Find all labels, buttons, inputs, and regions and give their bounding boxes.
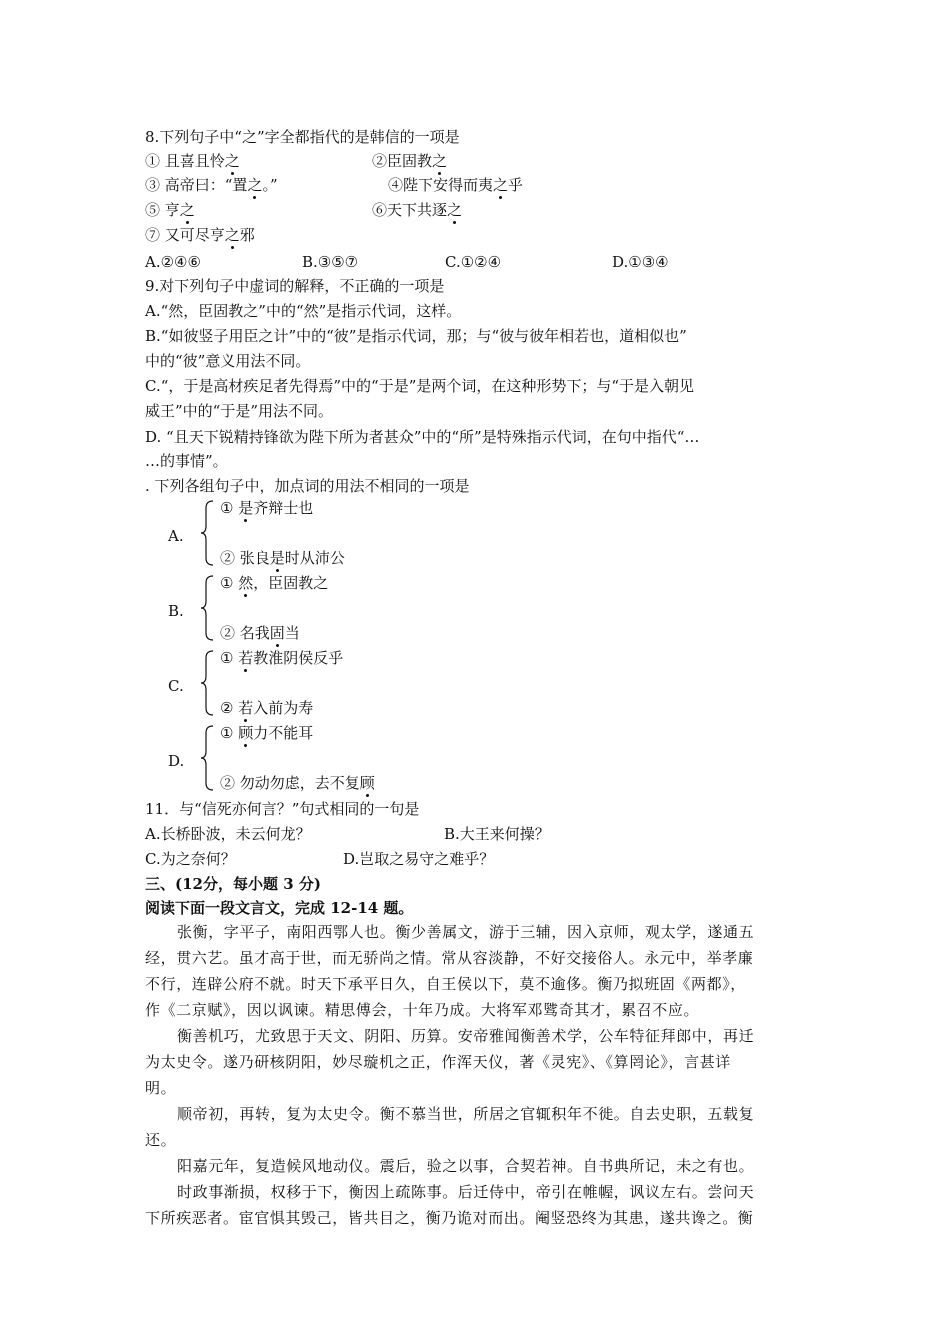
q10-group-d-sentence-2: ② 勿动勿虑，去不复顾 <box>220 774 375 792</box>
q11-option-b: B.大王来何操？ <box>444 825 550 843</box>
q8-item-5: ⑤ 亨之 <box>145 201 195 219</box>
q10-group-d-brace <box>200 725 214 791</box>
q8-option-b: B.③⑤⑦ <box>302 253 359 271</box>
q9-option-b-line2: 中的“彼”意义用法不同。 <box>145 352 311 370</box>
q9-option-d-line1: D. “且天下锐精持锋欲为陛下所为者甚众”中的“所”是特殊指示代词，在句中指代“… <box>145 428 700 446</box>
passage-p1-line2: 经，贯六艺。虽才高于世，而无骄尚之情。常从容淡静，不好交接俗人。永元中，举孝廉 <box>145 949 754 967</box>
passage-p4-line1: 阳嘉元年，复造候风地动仪。震后，验之以事，合契若神。自书典所记，未之有也。 <box>177 1157 755 1175</box>
passage-p1-line1: 张衡，字平子，南阳西鄂人也。衡少善属文，游于三辅，因入京师，观太学，遂通五 <box>177 923 755 941</box>
q10-stem: . 下列各组句子中，加点词的用法不相同的一项是 <box>145 477 470 495</box>
q10-group-c-sentence-2: ② 若入前为寿 <box>220 699 314 717</box>
q8-stem: 8.下列句子中“之”字全都指代的是韩信的一项是 <box>145 128 460 146</box>
q11-stem: 11．与“信死亦何言？”句式相同的一句是 <box>145 800 420 818</box>
q10-group-c-brace <box>200 650 214 716</box>
q10-group-a-brace <box>200 500 214 566</box>
passage-p3-line1: 顺帝初，再转，复为太史令。衡不慕当世，所居之官辄积年不徙。自去史职，五载复 <box>177 1105 755 1123</box>
q8-item-3: ③ 高帝曰：“置之。” <box>145 176 278 194</box>
q9-option-a: A.“然，臣固教之”中的“然”是指示代词，这样。 <box>145 302 462 320</box>
q10-group-b-label: B. <box>168 602 184 620</box>
passage-p5-line1: 时政事渐损，权移于下，衡因上疏陈事。后迁侍中，帝引在帷幄，讽议左右。尝问天 <box>177 1183 755 1201</box>
passage-p3-line2: 还。 <box>145 1131 177 1149</box>
q8-item-7: ⑦ 又可尽亨之邪 <box>145 226 255 244</box>
passage-p2-line2: 为太史令。遂乃研核阴阳，妙尽璇机之正，作浑天仪，著《灵宪》、《算罔论》，言甚详 <box>145 1053 731 1071</box>
q9-stem: 9.对下列句子中虚词的解释，不正确的一项是 <box>145 277 445 295</box>
q11-option-d: D.岂取之易守之难乎？ <box>343 850 495 868</box>
q8-item-4: ④陛下安得而夷之乎 <box>388 176 524 194</box>
q11-option-a: A.长桥卧波，未云何龙？ <box>145 825 311 843</box>
passage-p1-line3: 不行，连辟公府不就。时天下承平日久，自王侯以下，莫不逾侈。衡乃拟班固《两都》， <box>145 975 746 993</box>
section-3-instruction: 阅读下面一段文言文，完成 12-14 题。 <box>145 899 414 917</box>
passage-p1-line4: 作《二京赋》，因以讽谏。精思傅会，十年乃成。大将军邓骘奇其才，累召不应。 <box>145 1001 700 1019</box>
q10-group-c-label: C. <box>168 677 184 695</box>
q9-option-c-line2: 威王”中的“于是”用法不同。 <box>145 402 334 420</box>
q10-group-b-sentence-2: ② 名我固当 <box>220 624 300 642</box>
q10-group-d-label: D. <box>168 752 185 770</box>
passage-p2-line1: 衡善机巧，尤致思于天文、阴阳、历算。安帝雅闻衡善术学，公车特征拜郎中，再迁 <box>177 1027 755 1045</box>
passage-p5-line2: 下所疾恶者。宦官惧其毁己，皆共目之，衡乃诡对而出。阉竖恐终为其患，遂共谗之。衡 <box>145 1209 754 1227</box>
q8-item-2: ②臣固教之 <box>372 152 448 170</box>
q8-option-a: A.②④⑥ <box>145 253 201 271</box>
q9-option-b-line1: B.“如彼竖子用臣之计”中的“彼”是指示代词，那；与“彼与彼年相若也，道相似也” <box>145 327 687 345</box>
q8-option-d: D.①③④ <box>612 253 669 271</box>
section-3-heading: 三、(12分，每小题 3 分) <box>145 875 321 893</box>
q10-group-b-sentence-1: ① 然，臣固教之 <box>220 574 329 592</box>
q9-option-d-line2: …的事情”。 <box>145 452 228 470</box>
q10-group-d-sentence-1: ① 顾力不能耳 <box>220 724 314 742</box>
q8-item-1: ① 且喜且怜之 <box>145 152 240 170</box>
q11-option-c: C.为之奈何？ <box>145 850 236 868</box>
q10-group-a-sentence-1: ① 是齐辩士也 <box>220 499 314 517</box>
q10-group-b-brace <box>200 575 214 641</box>
q8-item-6: ⑥天下共逐之 <box>372 201 463 219</box>
q8-option-c: C.①②④ <box>445 253 502 271</box>
q9-option-c-line1: C.“，于是高材疾足者先得焉”中的“于是”是两个词，在这种形势下；与“于是入朝见 <box>145 377 695 395</box>
q10-group-a-label: A. <box>168 527 184 545</box>
passage-p2-line3: 明。 <box>145 1079 177 1097</box>
q10-group-a-sentence-2: ② 张良是时从沛公 <box>220 549 345 567</box>
q10-group-c-sentence-1: ① 若教淮阴侯反乎 <box>220 649 344 667</box>
